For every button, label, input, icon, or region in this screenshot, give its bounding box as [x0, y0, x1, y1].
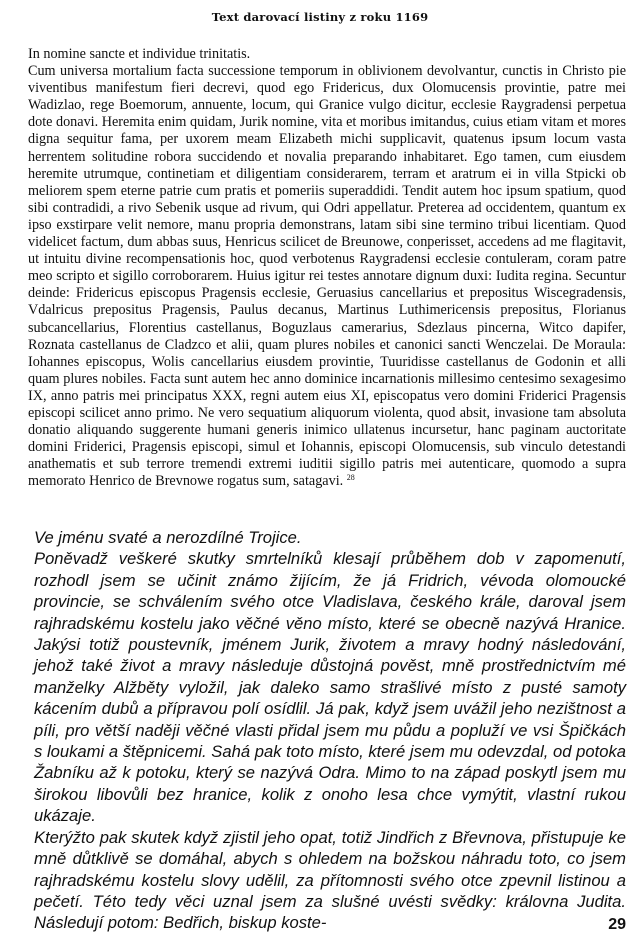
- czech-paragraph-2: Poněvadž veškeré skutky smrtelníků klesají průběhem dob v zapomenutí, rozhodl jsem se učinit známo žijícím, že já Fridrich, vévoda olomoucké provincie, se schválením svého otce Vladislava, českého krále, daroval jsem rajhradskému kostelu jako věčné věno místo, které se obecně nazývá Hranice. Jakýsi totiž poustevník, jménem Jurik, životem a mravy hodný následování, jehož také život a mravy následuje důstojná pověst, mně prostřednictvím mé manželky Alžběty vyložil, jak daleko samo strašlivé místo z pusté samoty kácením dubů a přípravou polí osídlil. Já pak, když jsem uvážil jeho nezištnost a píli, pro větší naději věčné vlasti přidal jsem mu půdu a popluží ve vsi Špičkách s loukami a štěpnicemi. Sahá pak toto místo, které jsem mu odevzdal, od potoka Žabníku až k potoku, který se nazývá Odra. Mimo to na západ poskytl jsem mu širokou libovůli bez hranice, kolik z onoho lesa chce vymýtit, vlastní rukou ukázaje.: [34, 549, 626, 826]
- latin-paragraph-2-text: Cum universa mortalium facta successione temporum in oblivionem devolvantur, cunctis in Christo pie viventibus manifestum fieri decrevi, quod ego Fridericus, dux Olomucensis provintie, patre mei Wadizlao, rege Boemorum, annuente, locum, qui Granice vulgo dicitur, ecclesie Raygradensi perpetua dote donavi. Heremita enim quidam, Jurik nomine, vita et moribus imitandus, cuius etiam vitam et mores digna sequitur fama, per uxorem meam Elizabeth michi supplicavit, quatenus ipsum locum vasta herrentem solitudine robora succidendo et novalia preparando inhabitaret. Ego tamen, cum eiusdem heremite utrumque, continetiam et diligentiam considerarem, terram et aratrum ei in villa Stpicki ob meliorem spem eterne patrie cum pratis et pomeriis superaddidi. Tendit autem hoc ipsum spatium, quod sibi contradidi, a rivo Sebenik usque ad rivum, qui Odri appellatur. Preterea ad occidentem, quantum ex ipso exstirpare velit nemore, manu propria demonstrans, latam sibi sine termino tribui licentiam. Quod videlicet factum, dum abbas suus, Henricus scilicet de Breunowe, conperisset, accedens ad me flagitavit, ut intuitu divine recompensationis hoc, quod verbotenus Raygradensi ecclesie contuleram, coram patre meo scripto et sigillo corroborarem. Huius igitur rei testes annotare dignum duxi: Iudita regina. Secuntur deinde: Fridericus episcopus Pragensis ecclesie, Geruasius cancellarius et prepositus Wiscegradensis, Vdalricus prepositus Pragensis, Paulus decanus, Martinus Luthimericensis prepositus, Florianus subcancellarius, Florentius castellanus, Boguzlaus camerarius, Sdezlaus pincerna, Witco dapifer, Roznata castellanus de Cladzco et alii, quam plures nobiles et canonici sancti Wenczelai. De Moraula: Iohannes episcopus, Wolis cancellarius eiusdem provintie, Tuuridisse castellanus de Godonin et alli quam plures nobiles. Facta sunt autem hec anno dominice incarnationis millesimo centesimo sexagesimo IX, anno patris mei principatus XXX, regni autem eius XI, episcopatus vero domini Friderici Pragensis episcopi scilicet anno primo. Ne vero sequatium aliquorum violenta, quod absit, invasione tam absoluta donatio aliquando suggerente humani generis inimico ullatenus incursetur, hanc paginam auctoritate domini Friderici, Pragensis episcopi, simul et Iohannis, episcopi Olomucensis, sub vinculo detestandi anathematis et sub terrore tremendi extremi iuditii sigillo patris mei autenticare, quomodo a supra memorato Henrico de Brevnowe rogatus sum, satagavi.: [28, 63, 626, 490]
- czech-paragraph-3: Kterýžto pak skutek když zjistil jeho opat, totiž Jindřich z Břevnova, přistupuje ke mně důtklivě se domáhal, abych s ohledem na božskou náhradu toto, co jsem rajhradskému kostelu slovy udělil, za přítomnosti svého otce zpevnil listinou a pečetí. Této tedy věci uznal jsem za slušné uvésti svědky: královna Judita. Následují potom: Bedřich, biskup koste-: [34, 827, 626, 933]
- page-number: 29: [608, 916, 626, 933]
- latin-paragraph-1: In nomine sancte et individue trinitatis.: [28, 46, 251, 62]
- latin-paragraph-2: [28, 63, 626, 490]
- page-header: [0, 10, 640, 24]
- latin-charter-text: [28, 46, 626, 490]
- footnote-reference: 28: [346, 473, 355, 483]
- header-title: Text darovací listiny z roku 1169: [211, 10, 429, 24]
- czech-paragraph-1: Ve jménu svaté a nerozdílné Trojice.: [34, 528, 302, 547]
- czech-translation-text: [34, 527, 626, 934]
